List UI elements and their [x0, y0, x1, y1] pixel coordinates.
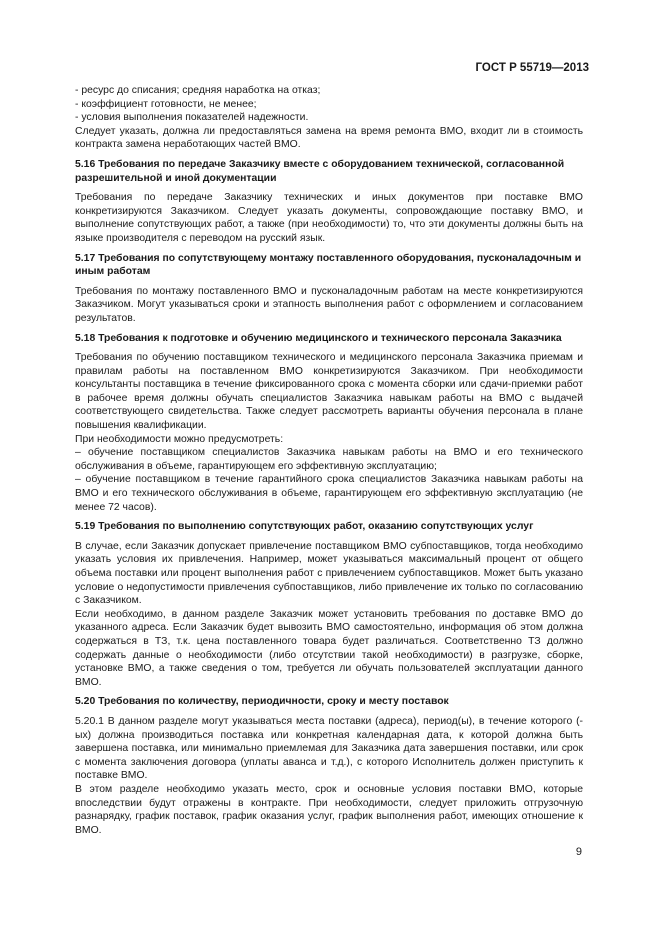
paragraph: При необходимости можно предусмотреть: [75, 433, 284, 445]
paragraph: Если необходимо, в данном разделе Заказчик может установить требования по доставке ВМО до указанного адреса. Если Заказчик будет вывозить ВМО самостоятельно, информация об этом должна содержаться в ТЗ, т.к. цена поставленного товара будет различаться. Соответственно ТЗ должно содержать данные о необходимости (либо отсутствии такой необходимости) в разгрузке, сборке, установке ВМО, а также сведения о том, требуется ли обучать пользователей эксплуатации данного ВМО. [75, 608, 583, 688]
paragraph: В случае, если Заказчик допускает привлечение поставщиком ВМО субпоставщиков, тогда необходимо указать условия их привлечения. Например, может указываться максимальный процент от общего объема поставки или процент выполнения работ с привлечением субпоставщиков. Может быть указано условие о недопустимости привлечения субпоставщиков, либо привлечение их только по согласованию с Заказчиком. [75, 540, 583, 607]
page-number: 9 [575, 846, 582, 858]
paragraph: В этом разделе необходимо указать место, срок и основные условия поставки ВМО, которые впоследствии будут отражены в контракте. При необходимости, следует приложить отгрузочную разнарядку, график поставок, график оказания услуг, график выполнения работ, имеющих отношение к ВМО. [75, 783, 583, 836]
paragraph: Следует указать, должна ли предоставляться замена на время ремонта ВМО, входит ли в стоимость контракта замена неработающих частей ВМО. [75, 125, 583, 151]
paragraph: Требования по монтажу поставленного ВМО и пусконаладочным работам на месте конкретизируются Заказчиком. Могут указываться сроки и этапность выполнения работ с оформлением и согласованием результатов. [75, 285, 583, 324]
document-code: ГОСТ Р 55719—2013 [475, 62, 589, 74]
section-heading-5-18: 5.18 Требования к подготовке и обучению медицинского и технического персонала Заказчика [75, 332, 562, 344]
section-heading-5-17: 5.17 Требования по сопутствующему монтажу поставленного оборудования, пусконаладочным и иным работам [75, 252, 582, 278]
page-body [75, 84, 583, 837]
section-heading-5-20: 5.20 Требования по количеству, периодичности, сроку и месту поставок [75, 696, 449, 708]
list-line: - условия выполнения показателей надежности. [75, 112, 309, 124]
paragraph: Требования по передаче Заказчику технических и иных документов при поставке ВМО конкретизируются Заказчиком. Следует указать документы, сопровождающие поставку ВМО, и выполнение сопутствующих работ, а также (при необходимости) то, что эти документы должны быть на языке производителя с переводом на русский язык. [75, 192, 583, 244]
list-line: - ресурс до списания; средняя наработка на отказ; [75, 85, 321, 96]
section-heading-5-16: 5.16 Требования по передаче Заказчику вместе с оборудованием технической, согласованной разрешительной и иной документации [75, 158, 565, 184]
list-item: – обучение поставщиком специалистов Заказчика навыкам работы на ВМО и его технического обслуживания в объеме, гарантирующем его эффективную эксплуатацию; [75, 447, 583, 472]
section-heading-5-19: 5.19 Требования по выполнению сопутствующих работ, оказанию сопутствующих услуг [75, 521, 534, 533]
list-line: - коэффициент готовности, не менее; [75, 98, 257, 110]
paragraph: Требования по обучению поставщиком технического и медицинского персонала Заказчика приемам и правилам работы на поставленном ВМО конкретизируются Заказчиком. При необходимости консультанты поставщика в течение фиксированного срока с момента сборки или сдачи-приемки работ в рабочее время должны обучать специалистов Заказчика навыкам работы на ВМО с выдачей соответствующего свидетельства. Также следует рассмотреть варианты обучения персонала в плане повышения квалификации. [75, 352, 583, 432]
paragraph: 5.20.1 В данном разделе могут указываться места поставки (адреса), период(ы), в течение которого (-ых) должна производиться поставка или конкретная календарная дата, к которой должна быть завершена поставка, или минимально приемлемая для Заказчика дата завершения поставки, или срок с момента заключения договора (уплаты аванса и т.д.), с которого Исполнитель должен приступить к поставке ВМО. [75, 715, 583, 782]
list-item: – обучение поставщиком в течение гарантийного срока специалистов Заказчика навыкам работы на ВМО и его технического обслуживания в объеме, гарантирующем его эффективную эксплуатацию (не менее 72 часов). [75, 474, 583, 513]
